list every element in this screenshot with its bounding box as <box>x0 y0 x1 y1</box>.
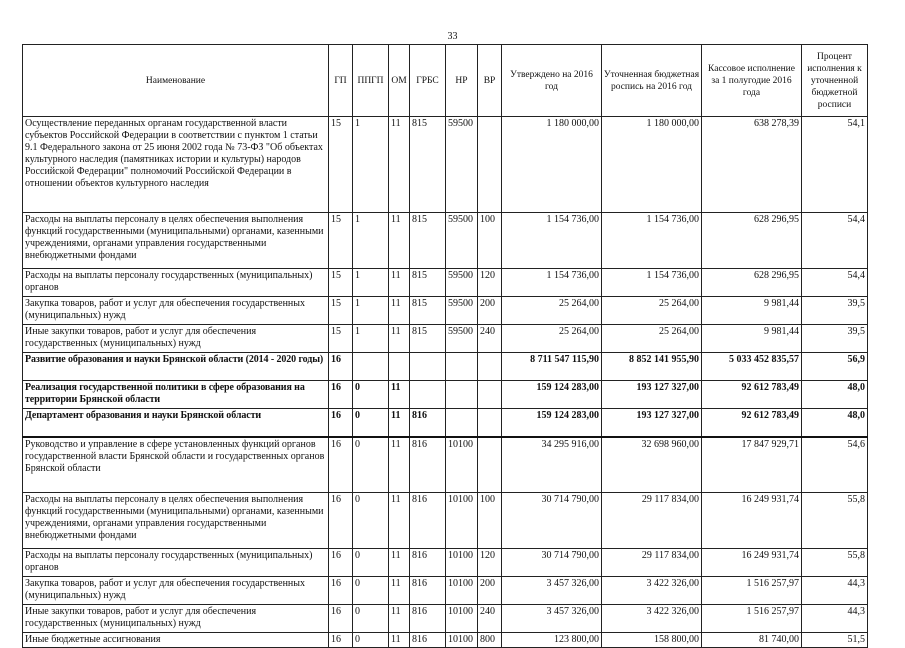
table-row <box>23 577 868 605</box>
row-np: 59500 <box>446 269 478 297</box>
row-ppgp: 0 <box>353 549 389 577</box>
row-vr: 100 <box>478 213 502 269</box>
header-approved: Утверждено на 2016 год <box>502 45 602 117</box>
row-gp: 15 <box>329 297 353 325</box>
row-np: 59500 <box>446 325 478 353</box>
row-cash: 81 740,00 <box>702 633 802 648</box>
row-revised: 1 154 736,00 <box>602 213 702 269</box>
row-approved: 30 714 790,00 <box>502 549 602 577</box>
row-cash: 1 516 257,97 <box>702 605 802 633</box>
table-row <box>23 493 868 549</box>
row-ppgp: 0 <box>353 437 389 493</box>
row-vr: 200 <box>478 577 502 605</box>
row-name: Иные закупки товаров, работ и услуг для обеспечения государственных (муниципальных) нужд <box>23 605 329 633</box>
row-om: 11 <box>389 297 410 325</box>
row-revised: 193 127 327,00 <box>602 409 702 437</box>
row-vr <box>478 353 502 381</box>
row-gp: 15 <box>329 117 353 213</box>
row-name: Развитие образования и науки Брянской области (2014 - 2020 годы) <box>23 353 329 381</box>
table-row <box>23 117 868 213</box>
row-name: Расходы на выплаты персоналу государственных (муниципальных) органов <box>23 549 329 577</box>
table-header-row <box>23 45 868 117</box>
row-cash: 16 249 931,74 <box>702 549 802 577</box>
table-row <box>23 353 868 381</box>
row-percent: 54,1 <box>802 117 868 213</box>
row-ppgp: 0 <box>353 605 389 633</box>
row-grbs <box>410 353 446 381</box>
row-om: 11 <box>389 577 410 605</box>
row-cash: 9 981,44 <box>702 325 802 353</box>
row-np: 59500 <box>446 117 478 213</box>
row-np <box>446 353 478 381</box>
row-ppgp: 0 <box>353 493 389 549</box>
table-row <box>23 269 868 297</box>
header-np: НР <box>446 45 478 117</box>
row-cash: 638 278,39 <box>702 117 802 213</box>
row-grbs: 816 <box>410 493 446 549</box>
row-ppgp: 0 <box>353 409 389 437</box>
row-ppgp: 1 <box>353 269 389 297</box>
row-gp: 16 <box>329 493 353 549</box>
row-om: 11 <box>389 493 410 549</box>
row-np: 10100 <box>446 577 478 605</box>
row-np: 10100 <box>446 549 478 577</box>
row-approved: 3 457 326,00 <box>502 577 602 605</box>
row-ppgp: 0 <box>353 381 389 409</box>
row-percent: 54,4 <box>802 213 868 269</box>
row-vr <box>478 381 502 409</box>
table-row <box>23 437 868 493</box>
row-ppgp: 1 <box>353 117 389 213</box>
row-revised: 193 127 327,00 <box>602 381 702 409</box>
row-approved: 25 264,00 <box>502 297 602 325</box>
header-revised: Уточненная бюджетная роспись на 2016 год <box>602 45 702 117</box>
row-vr <box>478 117 502 213</box>
row-cash: 5 033 452 835,57 <box>702 353 802 381</box>
header-vr: ВР <box>478 45 502 117</box>
row-name: Реализация государственной политики в сфере образования на территории Брянской области <box>23 381 329 409</box>
row-revised: 29 117 834,00 <box>602 549 702 577</box>
row-percent: 48,0 <box>802 381 868 409</box>
row-ppgp: 1 <box>353 325 389 353</box>
row-gp: 15 <box>329 325 353 353</box>
row-vr: 100 <box>478 493 502 549</box>
row-gp: 16 <box>329 437 353 493</box>
row-vr: 200 <box>478 297 502 325</box>
row-om: 11 <box>389 381 410 409</box>
row-revised: 25 264,00 <box>602 297 702 325</box>
row-revised: 25 264,00 <box>602 325 702 353</box>
row-np <box>446 409 478 437</box>
row-np: 10100 <box>446 633 478 648</box>
row-cash: 9 981,44 <box>702 297 802 325</box>
row-ppgp <box>353 353 389 381</box>
row-name: Расходы на выплаты персоналу в целях обеспечения выполнения функций государственными (муниципальными) органами, казенными учреждениями, органами управления государственными внебюджетными фондами <box>23 213 329 269</box>
row-approved: 159 124 283,00 <box>502 381 602 409</box>
row-om: 11 <box>389 549 410 577</box>
row-gp: 16 <box>329 353 353 381</box>
row-gp: 16 <box>329 605 353 633</box>
row-cash: 92 612 783,49 <box>702 381 802 409</box>
row-percent: 55,8 <box>802 493 868 549</box>
row-percent: 51,5 <box>802 633 868 648</box>
row-gp: 16 <box>329 381 353 409</box>
row-cash: 628 296,95 <box>702 213 802 269</box>
row-vr: 240 <box>478 325 502 353</box>
row-percent: 44,3 <box>802 605 868 633</box>
row-approved: 3 457 326,00 <box>502 605 602 633</box>
row-grbs: 815 <box>410 269 446 297</box>
row-approved: 8 711 547 115,90 <box>502 353 602 381</box>
row-np: 10100 <box>446 437 478 493</box>
row-revised: 3 422 326,00 <box>602 605 702 633</box>
table-row <box>23 549 868 577</box>
row-cash: 17 847 929,71 <box>702 437 802 493</box>
row-om: 11 <box>389 269 410 297</box>
table-row <box>23 633 868 648</box>
row-ppgp: 0 <box>353 577 389 605</box>
row-vr <box>478 409 502 437</box>
row-om <box>389 353 410 381</box>
row-revised: 1 154 736,00 <box>602 269 702 297</box>
table-row <box>23 409 868 437</box>
row-om: 11 <box>389 325 410 353</box>
row-gp: 15 <box>329 213 353 269</box>
row-vr: 800 <box>478 633 502 648</box>
row-gp: 16 <box>329 577 353 605</box>
row-name: Расходы на выплаты персоналу в целях обеспечения выполнения функций государственными (муниципальными) органами, казенными учреждениями, органами управления государственными внебюджетными фондами <box>23 493 329 549</box>
row-percent: 54,6 <box>802 437 868 493</box>
row-name: Закупка товаров, работ и услуг для обеспечения государственных (муниципальных) нужд <box>23 577 329 605</box>
row-revised: 8 852 141 955,90 <box>602 353 702 381</box>
row-name: Иные закупки товаров, работ и услуг для обеспечения государственных (муниципальных) нужд <box>23 325 329 353</box>
page-number: 33 <box>447 31 458 42</box>
header-name: Наименование <box>23 45 329 117</box>
row-gp: 16 <box>329 409 353 437</box>
row-percent: 44,3 <box>802 577 868 605</box>
row-percent: 54,4 <box>802 269 868 297</box>
row-revised: 3 422 326,00 <box>602 577 702 605</box>
row-revised: 158 800,00 <box>602 633 702 648</box>
row-approved: 25 264,00 <box>502 325 602 353</box>
row-grbs: 816 <box>410 549 446 577</box>
row-grbs: 816 <box>410 409 446 437</box>
row-cash: 1 516 257,97 <box>702 577 802 605</box>
header-om: ОМ <box>389 45 410 117</box>
row-gp: 16 <box>329 549 353 577</box>
table-row <box>23 381 868 409</box>
row-grbs: 816 <box>410 437 446 493</box>
row-cash: 628 296,95 <box>702 269 802 297</box>
row-name: Осуществление переданных органам государственной власти субъектов Российской Федерации в соответствии с пунктом 1 статьи 9.1 Федерального закона от 25 июня 2002 года № 73-ФЗ "Об объектах культурного наследия (памятниках истории и культуры) народов Российской Федерации" полномочий Российской Федерации в отношении объектов культурного наследия <box>23 117 329 213</box>
header-cash: Кассовое исполнение за 1 полугодие 2016 года <box>702 45 802 117</box>
row-om: 11 <box>389 437 410 493</box>
table-row <box>23 325 868 353</box>
row-np: 10100 <box>446 493 478 549</box>
row-percent: 56,9 <box>802 353 868 381</box>
row-vr: 120 <box>478 549 502 577</box>
row-om: 11 <box>389 605 410 633</box>
row-revised: 1 180 000,00 <box>602 117 702 213</box>
header-grbs: ГРБС <box>410 45 446 117</box>
table-row <box>23 213 868 269</box>
row-percent: 39,5 <box>802 325 868 353</box>
row-np: 10100 <box>446 605 478 633</box>
row-grbs: 816 <box>410 577 446 605</box>
row-approved: 30 714 790,00 <box>502 493 602 549</box>
row-vr: 120 <box>478 269 502 297</box>
row-approved: 123 800,00 <box>502 633 602 648</box>
table-row <box>23 605 868 633</box>
row-cash: 92 612 783,49 <box>702 409 802 437</box>
row-ppgp: 1 <box>353 213 389 269</box>
row-np: 59500 <box>446 297 478 325</box>
row-grbs: 816 <box>410 605 446 633</box>
row-revised: 29 117 834,00 <box>602 493 702 549</box>
row-revised: 32 698 960,00 <box>602 437 702 493</box>
row-name: Иные бюджетные ассигнования <box>23 633 329 648</box>
row-grbs: 815 <box>410 297 446 325</box>
row-om: 11 <box>389 117 410 213</box>
header-gp: ГП <box>329 45 353 117</box>
row-name: Расходы на выплаты персоналу государственных (муниципальных) органов <box>23 269 329 297</box>
row-grbs <box>410 381 446 409</box>
row-np: 59500 <box>446 213 478 269</box>
row-approved: 1 154 736,00 <box>502 213 602 269</box>
row-om: 11 <box>389 633 410 648</box>
row-ppgp: 0 <box>353 633 389 648</box>
row-om: 11 <box>389 409 410 437</box>
row-vr <box>478 437 502 493</box>
row-approved: 1 154 736,00 <box>502 269 602 297</box>
row-name: Руководство и управление в сфере установленных функций органов государственной власти Брянской области и государственных органов Брянской области <box>23 437 329 493</box>
header-ppgp: ППГП <box>353 45 389 117</box>
row-vr: 240 <box>478 605 502 633</box>
row-grbs: 815 <box>410 213 446 269</box>
row-approved: 159 124 283,00 <box>502 409 602 437</box>
row-om: 11 <box>389 213 410 269</box>
row-grbs: 815 <box>410 117 446 213</box>
row-ppgp: 1 <box>353 297 389 325</box>
row-percent: 39,5 <box>802 297 868 325</box>
budget-table <box>22 44 868 648</box>
header-percent: Процент исполнения к уточненной бюджетной росписи <box>802 45 868 117</box>
row-percent: 55,8 <box>802 549 868 577</box>
row-approved: 1 180 000,00 <box>502 117 602 213</box>
row-gp: 15 <box>329 269 353 297</box>
row-grbs: 815 <box>410 325 446 353</box>
row-name: Департамент образования и науки Брянской области <box>23 409 329 437</box>
row-cash: 16 249 931,74 <box>702 493 802 549</box>
row-np <box>446 381 478 409</box>
row-approved: 34 295 916,00 <box>502 437 602 493</box>
row-gp: 16 <box>329 633 353 648</box>
row-percent: 48,0 <box>802 409 868 437</box>
table-row <box>23 297 868 325</box>
row-grbs: 816 <box>410 633 446 648</box>
row-name: Закупка товаров, работ и услуг для обеспечения государственных (муниципальных) нужд <box>23 297 329 325</box>
